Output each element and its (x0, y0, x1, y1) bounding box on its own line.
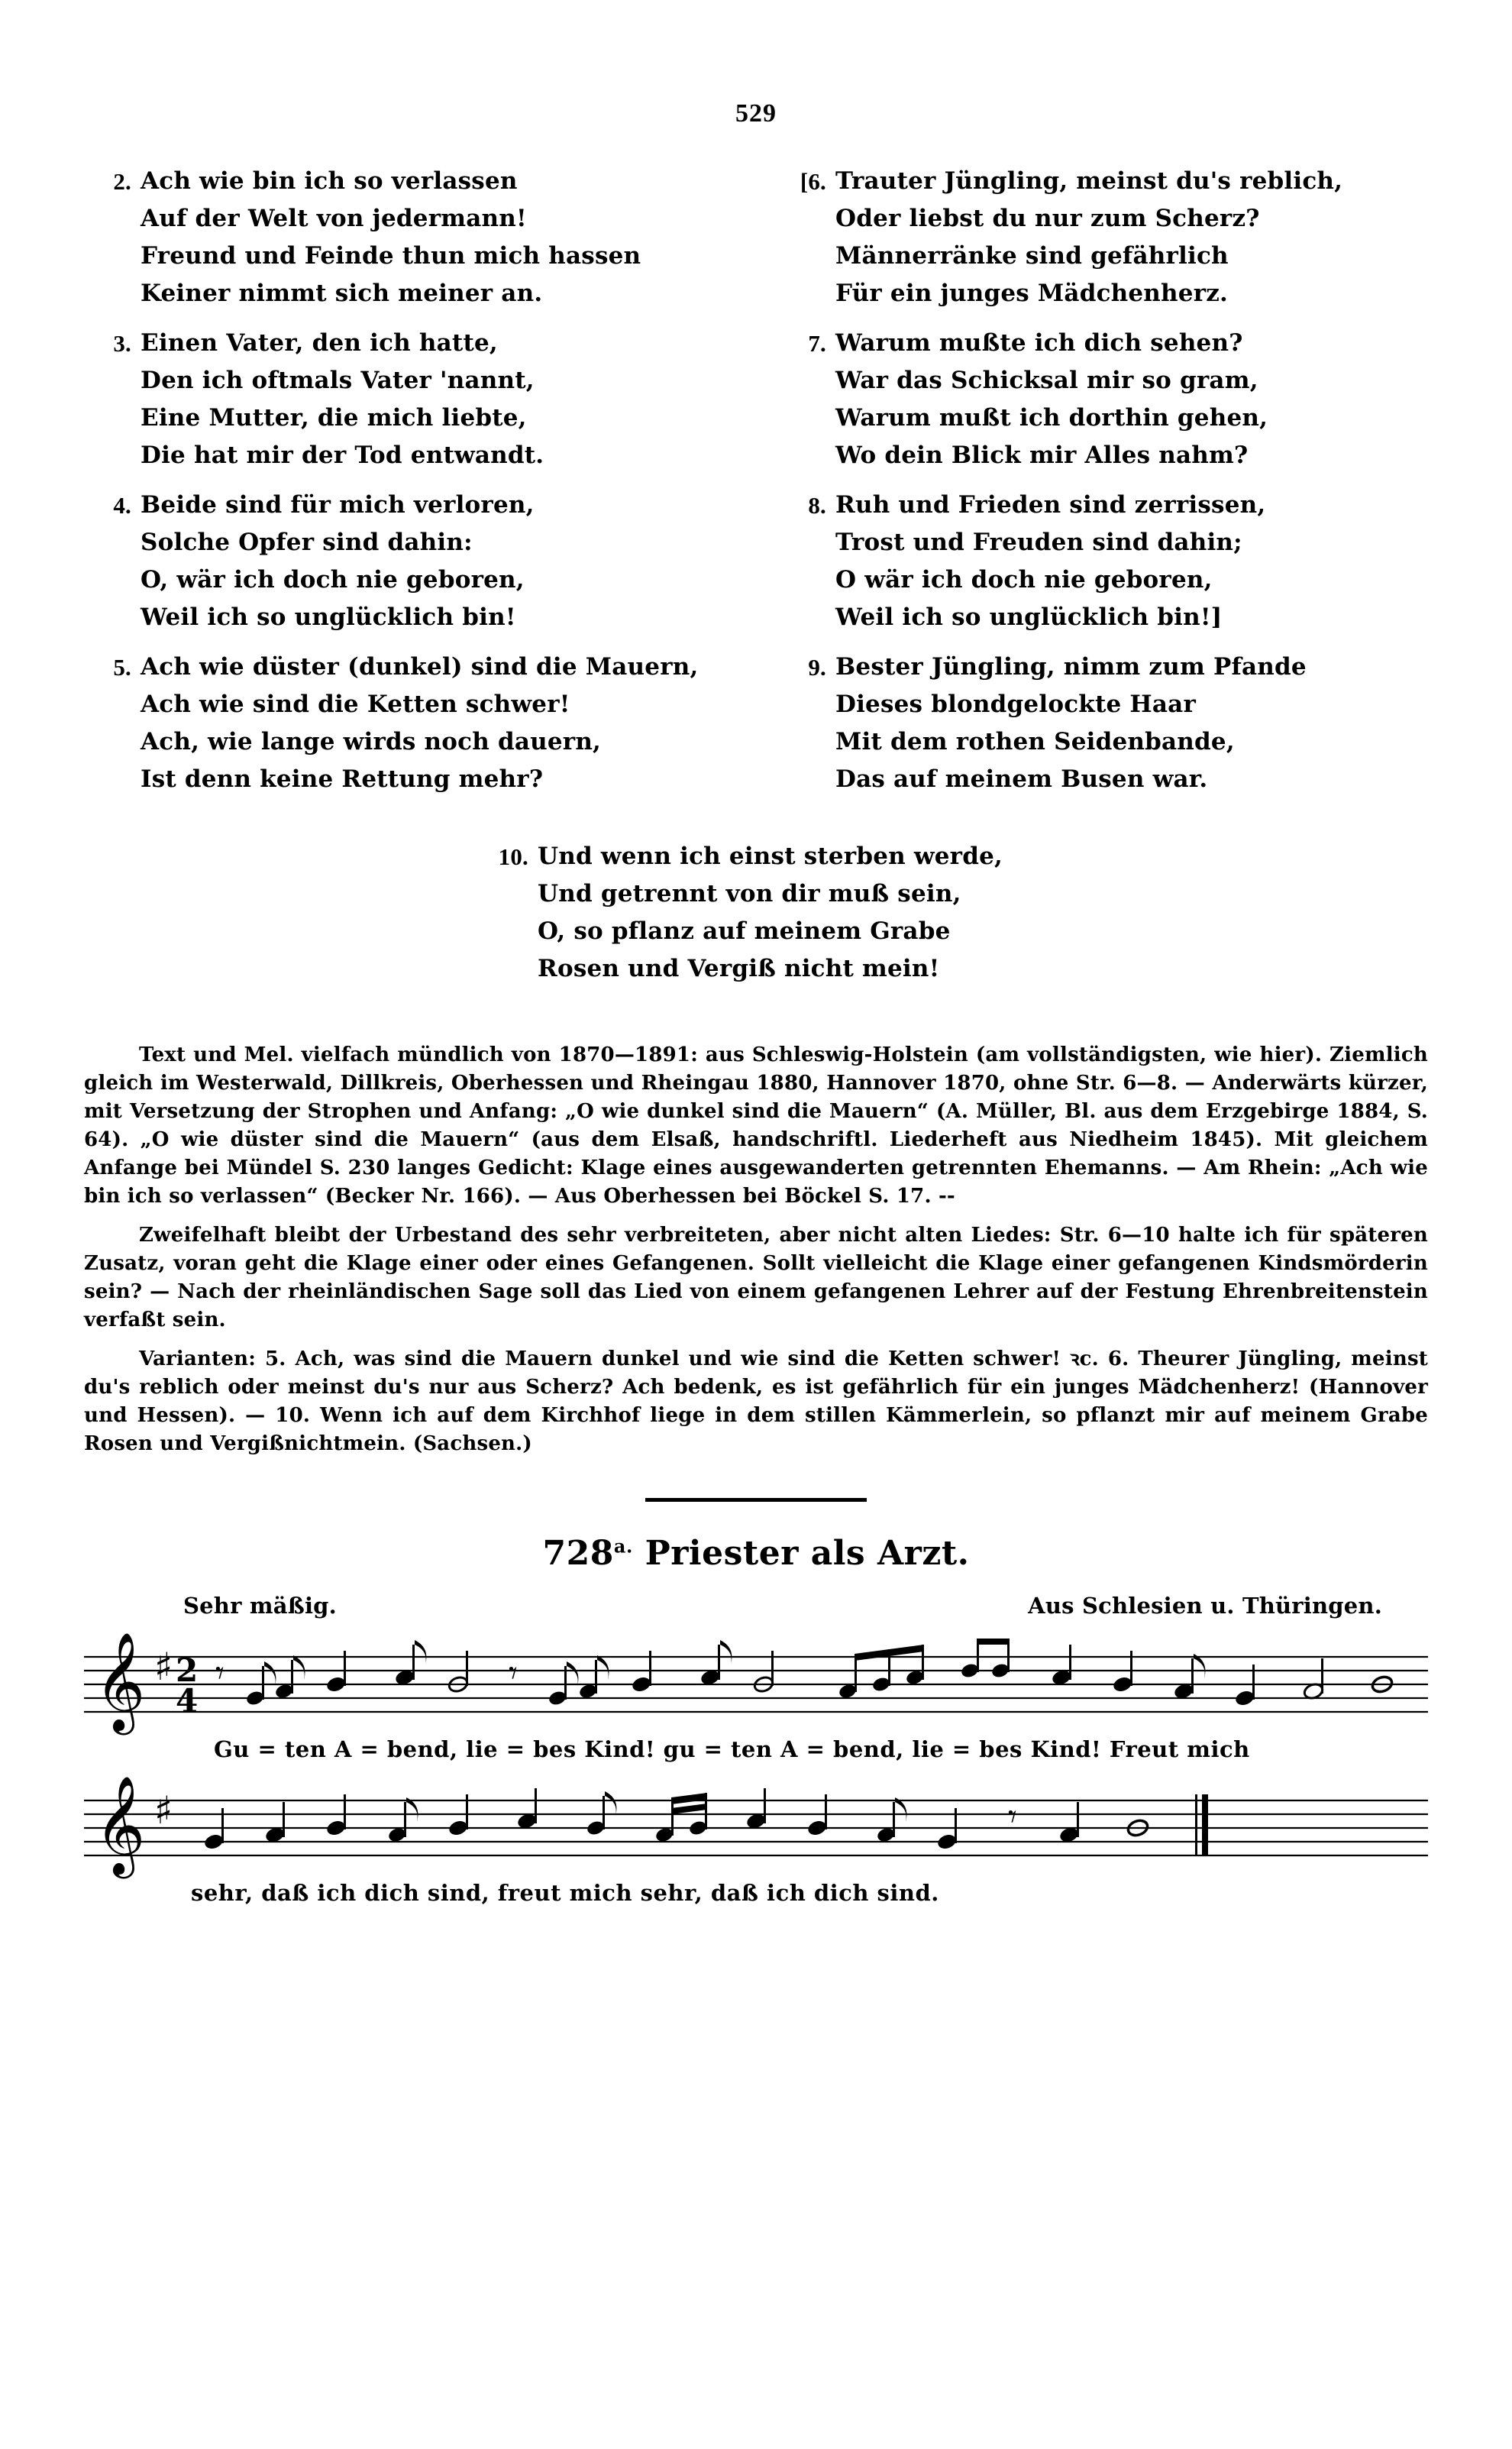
time-signature-bottom: 4 (176, 1682, 199, 1719)
notes-paragraph-variants: Varianten: 5. Ach, was sind die Mauern dunkel und wie sind die Ketten schwer! ꝛc. 6. Theurer Jüngling, meinst du's reblich oder meinst du's nur aus Scherz? Ach bedenk, es ist gefährlich für ein junges Mädchenherz! (Hannover und Hessen). — 10. Wenn ich auf dem Kirchhof liege in dem stillen Kämmerlein, so pflanzt mir auf meinem Grabe Rosen und Vergißnichtmein. (Sachsen.) (84, 1347, 1428, 1455)
tempo-marking: Sehr mäßig. (183, 1593, 337, 1619)
stanza-number: 8. (808, 492, 826, 519)
verse-line: Die hat mir der Tod entwandt. (141, 442, 544, 469)
verse-line: Weil ich so unglücklich bin! (141, 603, 516, 631)
sharp-icon: ♯ (154, 1645, 173, 1689)
section-divider (645, 1498, 867, 1502)
staff-2-svg (84, 1770, 1428, 1884)
verse-line: Keiner nimmt sich meiner an. (141, 280, 543, 307)
music-system-2 (84, 1770, 1428, 1906)
stanza-lines (141, 649, 733, 798)
verse-line: Für ein junges Mädchenherz. (835, 280, 1229, 307)
verse-line: Und wenn ich einst sterben werde, (538, 843, 1003, 870)
stanza (84, 163, 733, 312)
verse-line: Rosen und Vergiß nicht mein! (538, 955, 940, 982)
treble-clef-icon: 𝄞 (95, 1632, 146, 1731)
verse-line: Auf der Welt von jedermann! (141, 205, 527, 232)
song-title-text: Priester als Arzt. (645, 1534, 970, 1573)
stanza-lines (141, 325, 733, 474)
verse-line: Wo dein Blick mir Alles nahm? (835, 442, 1249, 469)
verse-line: Ach, wie lange wirds noch dauern, (141, 728, 602, 755)
lyrics-line-1: Gu = ten A = bend, lie = bes Kind! gu = ten A = bend, lie = bes Kind! Freut mich (214, 1736, 1250, 1762)
notes-paragraph-commentary: Zweifelhaft bleibt der Urbestand des sehr verbreiteten, aber nicht alten Liedes: Str. 6—10 halte ich für späteren Zusatz, voran geht die Klage einer oder eines Gefangenen. Sollt vielleicht die Klage einer gefangenen Kindsmörderin sein? — Nach der rheinländischen Sage soll das Lied von einem gefangenen Lehrer auf der Festung Ehrenbreitenstein verfaßt sein. (84, 1224, 1428, 1331)
staff-1-svg (84, 1626, 1428, 1741)
page-number: 529 (735, 99, 777, 128)
verse-line: Mit dem rothen Seidenbande, (835, 728, 1235, 755)
verses-area (84, 163, 1428, 810)
stanza-lines (835, 649, 1428, 798)
verse-line: Einen Vater, den ich hatte, (141, 329, 498, 357)
verse-line: Ach wie sind die Ketten schwer! (141, 691, 570, 718)
sharp-icon: ♯ (154, 1788, 173, 1833)
lyrics-line-2: sehr, daß ich dich sind, freut mich sehr, daß ich dich sind. (191, 1880, 939, 1906)
verse-line: Trost und Freuden sind dahin; (835, 529, 1242, 556)
verses-left-column (84, 163, 733, 810)
editorial-notes (84, 1041, 1428, 1458)
verse-line: O, so pflanz auf meinem Grabe (538, 917, 951, 945)
verse-line: Das auf meinem Busen war. (835, 765, 1208, 793)
stanza (779, 649, 1428, 798)
stanza-lines (835, 487, 1428, 636)
stanza-number: 4. (113, 492, 131, 519)
stanza-lines (835, 163, 1428, 312)
stanza (779, 163, 1428, 312)
verse-line: Ach wie bin ich so verlassen (141, 167, 518, 195)
music-system-1 (84, 1626, 1428, 1762)
stanza-number: 2. (113, 168, 131, 195)
stanza-lines (141, 487, 733, 636)
verse-line: Warum mußte ich dich sehen? (835, 329, 1243, 357)
stanza (84, 487, 733, 636)
verse-line: O wär ich doch nie geboren, (835, 566, 1213, 594)
song-number: 728 (542, 1534, 614, 1573)
verse-line: Ach wie düster (dunkel) sind die Mauern, (141, 653, 699, 681)
verse-line: Freund und Feinde thun mich hassen (141, 242, 641, 270)
verse-line: Bester Jüngling, nimm zum Pfande (835, 653, 1307, 681)
stanza-number: 10. (498, 843, 528, 870)
verses-right-column (779, 163, 1428, 810)
song-number-suffix: a. (613, 1535, 633, 1558)
song-source: Aus Schlesien u. Thüringen. (1028, 1593, 1382, 1619)
stanza-number: 3. (113, 330, 131, 357)
verse-line: Warum mußt ich dorthin gehen, (835, 404, 1268, 432)
verse-line: Ruh und Frieden sind zerrissen, (835, 491, 1266, 519)
staff-2 (84, 1770, 1428, 1884)
stanza (84, 649, 733, 798)
eighth-rest-icon: 𝄾 (509, 1654, 518, 1693)
stanza-lines (835, 325, 1428, 474)
verse-line: Beide sind für mich verloren, (141, 491, 535, 519)
verse-line: Ist denn keine Rettung mehr? (141, 765, 544, 793)
verse-line: Oder liebst du nur zum Scherz? (835, 205, 1260, 232)
stanza-number: 5. (113, 654, 131, 681)
verse-line: War das Schicksal mir so gram, (835, 367, 1258, 394)
stanza-final (481, 838, 1428, 988)
verse-line: Weil ich so unglücklich bin!] (835, 603, 1223, 631)
song-meta (84, 1593, 1428, 1619)
eighth-rest-icon: 𝄾 (215, 1654, 225, 1693)
verse-line: Eine Mutter, die mich liebte, (141, 404, 527, 432)
stanza-number: 9. (808, 654, 826, 681)
verse-line: Und getrennt von dir muß sein, (538, 880, 961, 907)
verse-line: Solche Opfer sind dahin: (141, 529, 473, 556)
stanza-lines (538, 838, 1428, 988)
stanza (779, 487, 1428, 636)
verse-line: O, wär ich doch nie geboren, (141, 566, 525, 594)
verse-line: Den ich oftmals Vater 'nannt, (141, 367, 535, 394)
stanza (779, 325, 1428, 474)
stanza-number: 7. (808, 330, 826, 357)
song-title (84, 1534, 1428, 1573)
verse-line: Männerränke sind gefährlich (835, 242, 1229, 270)
stanza-number: [6. (800, 168, 826, 195)
verse-line: Trauter Jüngling, meinst du's reblich, (835, 167, 1343, 195)
verse-line: Dieses blondgelockte Haar (835, 691, 1196, 718)
noteheads-1 (215, 1639, 1394, 1707)
eighth-rest-icon: 𝄾 (1008, 1797, 1017, 1836)
treble-clef-icon: 𝄞 (95, 1775, 146, 1875)
stanza-lines (141, 163, 733, 312)
stanza (84, 325, 733, 474)
noteheads-2 (203, 1788, 1208, 1855)
notes-paragraph-sources: Text und Mel. vielfach mündlich von 1870—1891: aus Schleswig-Holstein (am vollständigsten, wie hier). Ziemlich gleich im Westerwald, Dillkreis, Oberhessen und Rheingau 1880, Hannover 1870, ohne Str. 6—8. — Anderwärts kürzer, mit Versetzung der Strophen und Anfang: „O wie dunkel sind die Mauern“ (A. Müller, Bl. aus dem Erzgebirge 1884, S. 64). „O wie düster sind die Mauern“ (aus dem Elsaß, handschriftl. Liederheft aus Niedheim 1845). Mit gleichem Anfange bei Mündel S. 230 langes Gedicht: Klage eines ausgewanderten getrennten Ehemanns. — Am Rhein: „Ach wie bin ich so verlassen“ (Becker Nr. 166). — Aus Oberhessen bei Böckel S. 17. -- (84, 1043, 1428, 1208)
time-signature-top: 2 (176, 1652, 199, 1689)
staff-1 (84, 1626, 1428, 1741)
